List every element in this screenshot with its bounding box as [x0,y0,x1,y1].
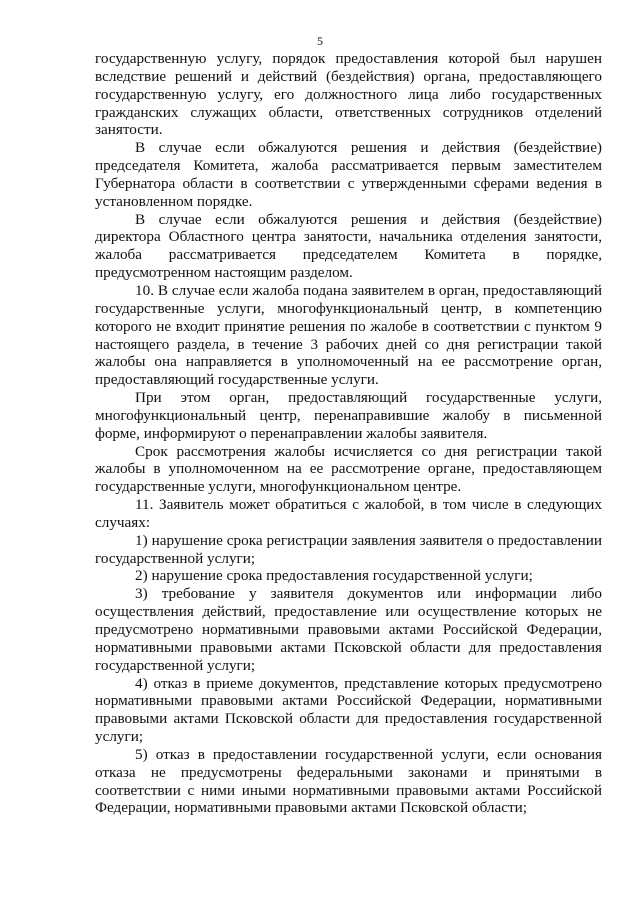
paragraph-employment-center-appeal: В случае если обжалуются решения и действия (бездействие) директора Областного центра занятости, начальника отделения занятости, жалоба рассматривается председателем Комитета в порядке, предусмотренном настоящим разделом. [95,210,602,282]
list-item-3: 3) требование у заявителя документов или информации либо осуществления действий, предоставление или осуществление которых не предусмотрено нормативными правовыми актами Российской Федерации, нормативными правовыми актами Псковской области для предоставления государственной услуги; [95,585,602,674]
list-item-4: 4) отказ в приеме документов, представление которых предусмотрено нормативными правовыми актами Российской Федерации, нормативными правовыми актами Псковской области для предоставления государственной услуги; [95,674,602,746]
paragraph-section-10: 10. В случае если жалоба подана заявителем в орган, предоставляющий государственные услуги, многофункциональный центр, в компетенцию которого не входит принятие решения по жалобе в соответствии с пунктом 9 настоящего раздела, в течение 3 рабочих дней со дня регистрации такой жалобы она направляется в уполномоченный на ее рассмотрение орган, предоставляющий государственные услуги. [95,281,602,389]
paragraph-section-11: 11. Заявитель может обратиться с жалобой, в том числе в следующих случаях: [95,496,602,531]
page-number: 5 [317,34,323,48]
list-item-5: 5) отказ в предоставлении государственной услуги, если основания отказа не предусмотрены федеральными законами и принятыми в соответствии с ними иными нормативными правовыми актами Российской Федерации, нормативными правовыми актами Псковской области; [95,745,602,817]
list-item-2: 2) нарушение срока предоставления государственной услуги; [135,567,533,585]
list-item-1: 1) нарушение срока регистрации заявления заявителя о предоставлении государственной услуги; [95,531,602,567]
document-body [95,50,602,817]
paragraph-redirect-notice: При этом орган, предоставляющий государственные услуги, многофункциональный центр, перенаправившие жалобу в письменной форме, информируют о перенаправлении жалобы заявителя. [95,389,602,442]
paragraph-committee-chair-appeal: В случае если обжалуются решения и действия (бездействие) председателя Комитета, жалоба рассматривается первым заместителем Губернатора области в соответствии с утвержденными сферами ведения в установленном порядке. [95,139,602,210]
paragraph-review-period: Срок рассмотрения жалобы исчисляется со дня регистрации такой жалобы в уполномоченном на ее рассмотрение органе, предоставляющем государственные услуги, многофункциональном центре. [95,442,602,496]
paragraph-complaint-subject-continued: государственную услугу, порядок предоставления которой был нарушен вследствие решений и действий (бездействия) органа, предоставляющего государственную услугу, его должностного лица либо государственных гражданских служащих области, ответственных сотрудников отделений занятости. [95,50,602,139]
